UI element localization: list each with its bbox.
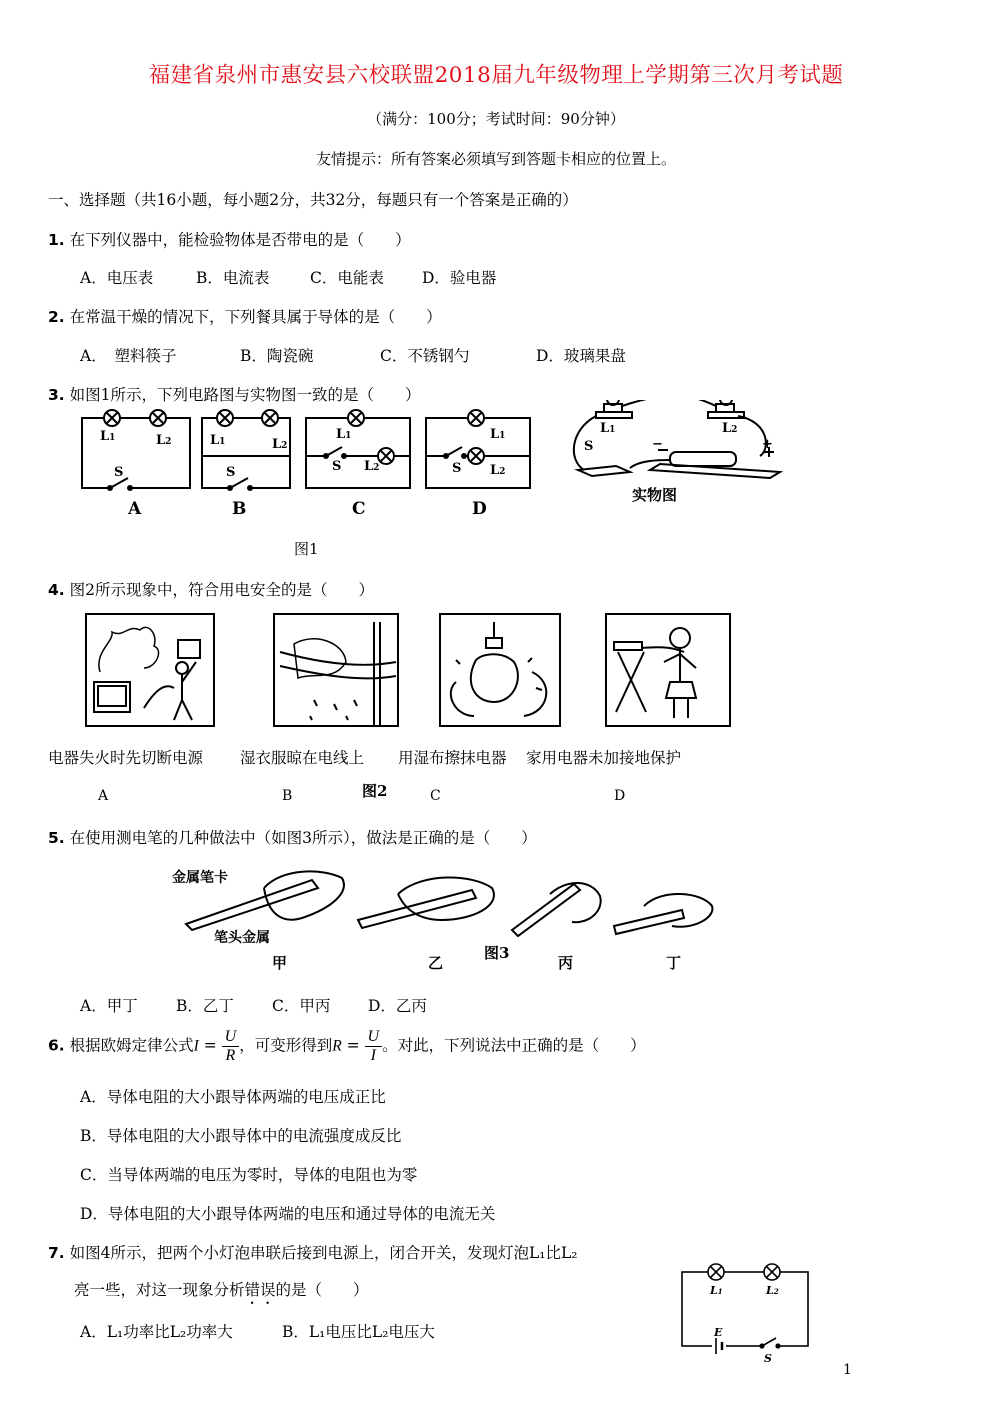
- figure-1-caption: 图1: [294, 540, 319, 558]
- circuit-label-b: B: [232, 499, 247, 519]
- section-heading: 一、选择题（共16小题，每小题2分，共32分，每题只有一个答案是正确的）: [48, 191, 578, 209]
- q5-option-b: B．乙丁: [176, 997, 234, 1015]
- q4-caption-a: 电器失火时先切断电源: [48, 749, 204, 767]
- circuit-label-a: A: [128, 499, 142, 519]
- q4-letter-d: D: [614, 788, 626, 804]
- q5-option-c: C．甲丙: [272, 997, 331, 1015]
- q7-option-a: A．L₁功率比L₂功率大: [80, 1323, 233, 1341]
- svg-text:E: E: [714, 1326, 723, 1339]
- figure-2-caption: 图2: [362, 782, 388, 800]
- svg-text:L1: L1: [100, 429, 116, 444]
- svg-text:L2: L2: [766, 1284, 779, 1297]
- q4-letter-c: C: [430, 788, 441, 804]
- q1-option-a: A．电压表: [80, 269, 154, 287]
- q6-option-b: B．导体电阻的大小跟导体中的电流强度成反比: [80, 1127, 402, 1145]
- svg-text:L1: L1: [600, 421, 616, 436]
- figure-2-safety-images: [84, 612, 734, 730]
- exam-tip: 友情提示：所有答案必须填写到答题卡相应的位置上。: [315, 150, 676, 168]
- pen-yi: [358, 877, 494, 928]
- q4-letter-b: B: [282, 788, 293, 804]
- q6-option-c: C．当导体两端的电压为零时，导体的电阻也为零: [80, 1166, 418, 1184]
- svg-text:−: −: [652, 437, 663, 452]
- formula-i-fraction: $\frac{U}{R}$: [222, 1028, 240, 1065]
- figure-1-circuits: [70, 400, 790, 530]
- pen-bing: [512, 883, 601, 936]
- circuit-a: [82, 410, 190, 490]
- q2-option-c: C．不锈钢勺: [380, 347, 470, 365]
- svg-text:S: S: [114, 465, 124, 480]
- q2-option-a: A． 塑料筷子: [80, 347, 177, 365]
- photo-label: 实物图: [632, 486, 678, 504]
- svg-text:L2: L2: [490, 463, 506, 478]
- q1-option-b: B．电流表: [196, 269, 270, 287]
- question-4: 4. 图2所示现象中，符合用电安全的是（ ）: [48, 581, 374, 599]
- svg-text:S: S: [764, 1352, 772, 1365]
- svg-text:S: S: [584, 439, 594, 454]
- question-1: 1. 在下列仪器中，能检验物体是否带电的是（ ）: [48, 231, 411, 249]
- circuit-label-d: D: [472, 499, 487, 519]
- pen-label-clip: 金属笔卡: [172, 870, 228, 886]
- svg-text:L2: L2: [722, 421, 738, 436]
- figure-4-series-circuit: [676, 1256, 816, 1366]
- svg-text:L1: L1: [210, 433, 226, 448]
- svg-text:L1: L1: [336, 427, 352, 442]
- svg-text:S: S: [332, 459, 342, 474]
- q7-option-b: B．L₁电压比L₂电压大: [282, 1323, 435, 1341]
- svg-text:L1: L1: [490, 427, 506, 442]
- image-a-fire: [86, 614, 214, 726]
- formula-r-fraction: $\frac{U}{I}$: [365, 1028, 383, 1065]
- figure-3-test-pens: [172, 858, 732, 976]
- pen-label-tip: 笔头金属: [214, 930, 270, 946]
- svg-text:L2: L2: [364, 459, 380, 474]
- image-d-no-ground: [606, 614, 730, 726]
- exam-meta: （满分：100分；考试时间：90分钟）: [367, 110, 625, 128]
- svg-text:L2: L2: [272, 437, 288, 452]
- pen-name-yi: 乙: [428, 954, 444, 972]
- question-2: 2. 在常温干燥的情况下，下列餐具属于导体的是（ ）: [48, 308, 442, 326]
- circuit-c: [306, 410, 410, 488]
- q4-letter-a: A: [98, 788, 109, 804]
- svg-text:S: S: [226, 465, 236, 480]
- question-3: 3. 如图1所示，下列电路图与实物图一致的是（ ）: [48, 386, 421, 404]
- page-number: 1: [843, 1362, 852, 1378]
- q6-option-a: A．导体电阻的大小跟导体两端的电压成正比: [80, 1088, 386, 1106]
- physical-circuit-photo: [574, 400, 780, 478]
- pen-name-jia: 甲: [272, 954, 288, 972]
- svg-text:S: S: [452, 461, 462, 476]
- circuit-label-c: C: [352, 499, 366, 519]
- question-6: 6. 根据欧姆定律公式I = $\frac{U}{R}$ ，可变形得到R = $\frac{U}{I}$ 。对此，下列说法中正确的是（ ）: [48, 1028, 646, 1064]
- circuit-d: [426, 410, 530, 488]
- svg-text:L2: L2: [156, 433, 172, 448]
- q4-caption-b: 湿衣服晾在电线上: [240, 749, 365, 767]
- question-7-line2: 亮一些，对这一现象分析错误的是（ ）: [74, 1281, 369, 1299]
- pen-ding: [614, 894, 712, 934]
- question-5: 5. 在使用测电笔的几种做法中（如图3所示），做法是正确的是（ ）: [48, 829, 537, 847]
- pen-name-bing: 丙: [558, 954, 574, 972]
- paper-title: 福建省泉州市惠安县六校联盟2018届九年级物理上学期第三次月考试题: [148, 63, 844, 88]
- q6-option-d: D．导体电阻的大小跟导体两端的电压和通过导体的电流无关: [80, 1205, 496, 1223]
- q5-option-d: D．乙丙: [368, 997, 427, 1015]
- svg-text:+: +: [762, 437, 773, 452]
- figure-3-caption: 图3: [484, 944, 510, 962]
- q2-option-d: D．玻璃果盘: [536, 347, 626, 365]
- svg-text:L1: L1: [710, 1284, 723, 1297]
- q5-option-a: A．甲丁: [80, 997, 138, 1015]
- question-7: 7. 如图4所示，把两个小灯泡串联后接到电源上，闭合开关，发现灯泡L₁比L₂: [48, 1244, 578, 1262]
- pen-name-ding: 丁: [666, 954, 682, 972]
- q4-caption-d: 家用电器未加接地保护: [526, 749, 682, 767]
- q2-option-b: B．陶瓷碗: [240, 347, 314, 365]
- q4-caption-c: 用湿布擦抹电器: [398, 749, 507, 767]
- q1-option-d: D．验电器: [422, 269, 497, 287]
- q1-option-c: C．电能表: [310, 269, 384, 287]
